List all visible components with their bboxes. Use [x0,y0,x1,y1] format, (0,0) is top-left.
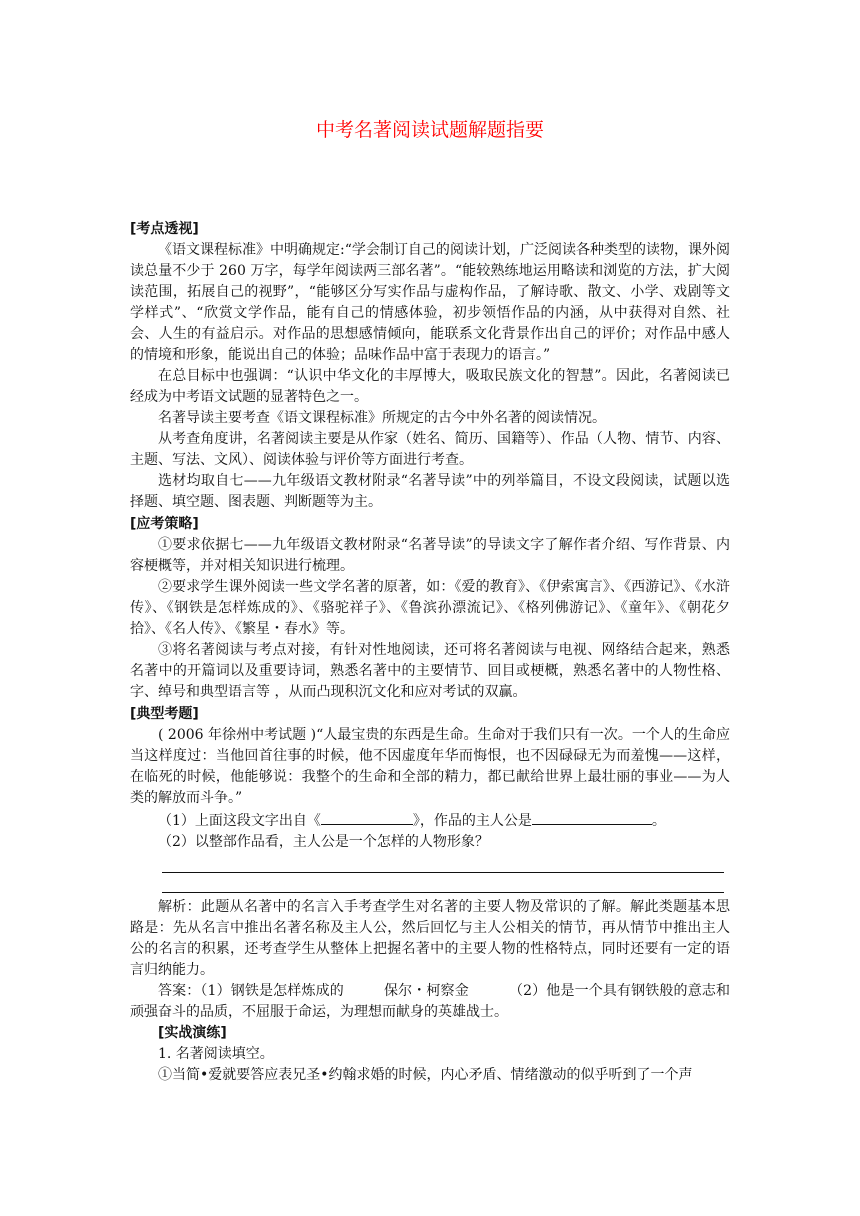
section-heading-strategy: [应考策略] [130,516,199,532]
question-1-text-c: 。 [651,813,666,829]
section-heading-exam-points: [考点透视] [130,221,199,237]
paragraph: 从考查角度讲，名著阅读主要是从作家（姓名、简历、国籍等）、作品（人物、情节、内容、主题、写法、文风）、阅读体验与评价等方面进行考查。 [130,431,730,468]
practice-item-text: ①当简•爱就要答应表兄圣•约翰求婚的时候，内心矛盾、情绪激动的似乎听到了一个声 [158,1067,693,1083]
paragraph: ②要求学生课外阅读一些文学名著的原著，如：《爱的教育》、《伊索寓言》、《西游记》、《水浒传》、《钢铁是怎样炼成的》、《骆驼祥子》、《鲁滨孙漂流记》、《格列佛游记》、《童年》、《朝花夕拾》、《名人传》、《繁星・春水》等。 [130,579,730,637]
question-passage: ( 2006 年徐州中考试题 )“人最宝贵的东西是生命。生命对于我们只有一次。一个人的生命应当这样度过：当他回首往事的时候，他不因虚度年华而悔恨，也不因碌碌无为而羞愧——这样，在临死的时候，他能够说：我整个的生命和全部的精力，都已献给世界上最壮丽的事业——为人类的解放而斗争。” [130,727,730,806]
paragraph: ③将名著阅读与考点对接，有针对性地阅读，还可将名著阅读与电视、网络结合起来，熟悉名著中的开篇词以及重要诗词，熟悉名著中的主要情节、回目或梗概，熟悉名著中的人物性格、字、绰号和典型语言等 ，从而凸现积沉文化和应对考试的双赢。 [130,642,730,700]
answer-blank-book[interactable] [321,809,413,825]
paragraph: ①要求依据七——九年级语文教材附录“名著导读”的导读文字了解作者介绍、写作背景、内容梗概等，并对相关知识进行梳理。 [130,537,730,574]
paragraph: 选材均取自七——九年级语文教材附录“名著导读”中的列举篇目，不设文段阅读，试题以选择题、填空题、图表题、判断题等为主。 [130,473,730,510]
answer-line[interactable] [162,873,724,893]
section-heading-typical-question: [典型考题] [130,706,199,722]
paragraph: 《语文课程标准》中明确规定:“学会制订自己的阅读计划，广泛阅读各种类型的读物，课外阅读总量不少于 260 万字，每学年阅读两三部名著”。“能较熟练地运用略读和浏览的方法，扩大阅读范围，拓展自己的视野”，“能够区分写实作品与虚构作品，了解诗歌、散文、小学、戏剧等文学样式”、“欣赏文学作品，能有自己的情感体验，初步领悟作品的内涵，从中获得对自然、社会、人生的有益启示。对作品的思想感情倾向，能联系文化背景作出自己的评价；对作品中感人的情境和形象，能说出自己的体验；品味作品中富于表现力的语言。” [130,242,730,363]
answer-blank-protagonist[interactable] [532,809,652,825]
answer-paragraph [130,981,730,1023]
answer-line[interactable] [162,853,724,873]
paragraph: 名著导读主要考查《语文课程标准》所规定的古今中外名著的阅读情况。 [158,410,606,426]
document-body [130,218,730,1086]
answer-part-3: （2）他是一个具有钢铁般的意志和顽强奋斗的品质，不屈服于命运，为理想而献身的英雄战士。 [130,983,730,1020]
answer-part-2: 保尔・柯察金 [383,983,469,999]
analysis-paragraph: 解析：此题从名著中的名言入手考查学生对名著的主要人物及常识的了解。解此类题基本思路是：先从名言中推出名著名称及主人公，然后回忆与主人公相关的情节，再从情节中推出主人公的名言的积累，还考查学生从整体上把握名著中的主要人物的性格特点，同时还要有一定的语言归纳能力。 [130,899,730,978]
practice-item-title: 1. 名著阅读填空。 [158,1046,274,1062]
question-2: （2）以整部作品看，主人公是一个怎样的人物形象？ [158,834,489,850]
question-1 [130,809,730,832]
page-title: 中考名著阅读试题解题指要 [315,119,544,141]
paragraph: 在总目标中也强调：“认识中华文化的丰厚博大，吸取民族文化的智慧”。因此，名著阅读已经成为中考语文试题的显著特色之一。 [130,368,730,405]
question-1-text-a: （1）上面这段文字出自《 [158,813,321,829]
section-heading-practice: [实战演练] [158,1025,227,1041]
question-1-text-b: 》，作品的主人公是 [412,813,532,829]
answer-part-1: 答案：（1）钢铁是怎样炼成的 [158,983,344,999]
